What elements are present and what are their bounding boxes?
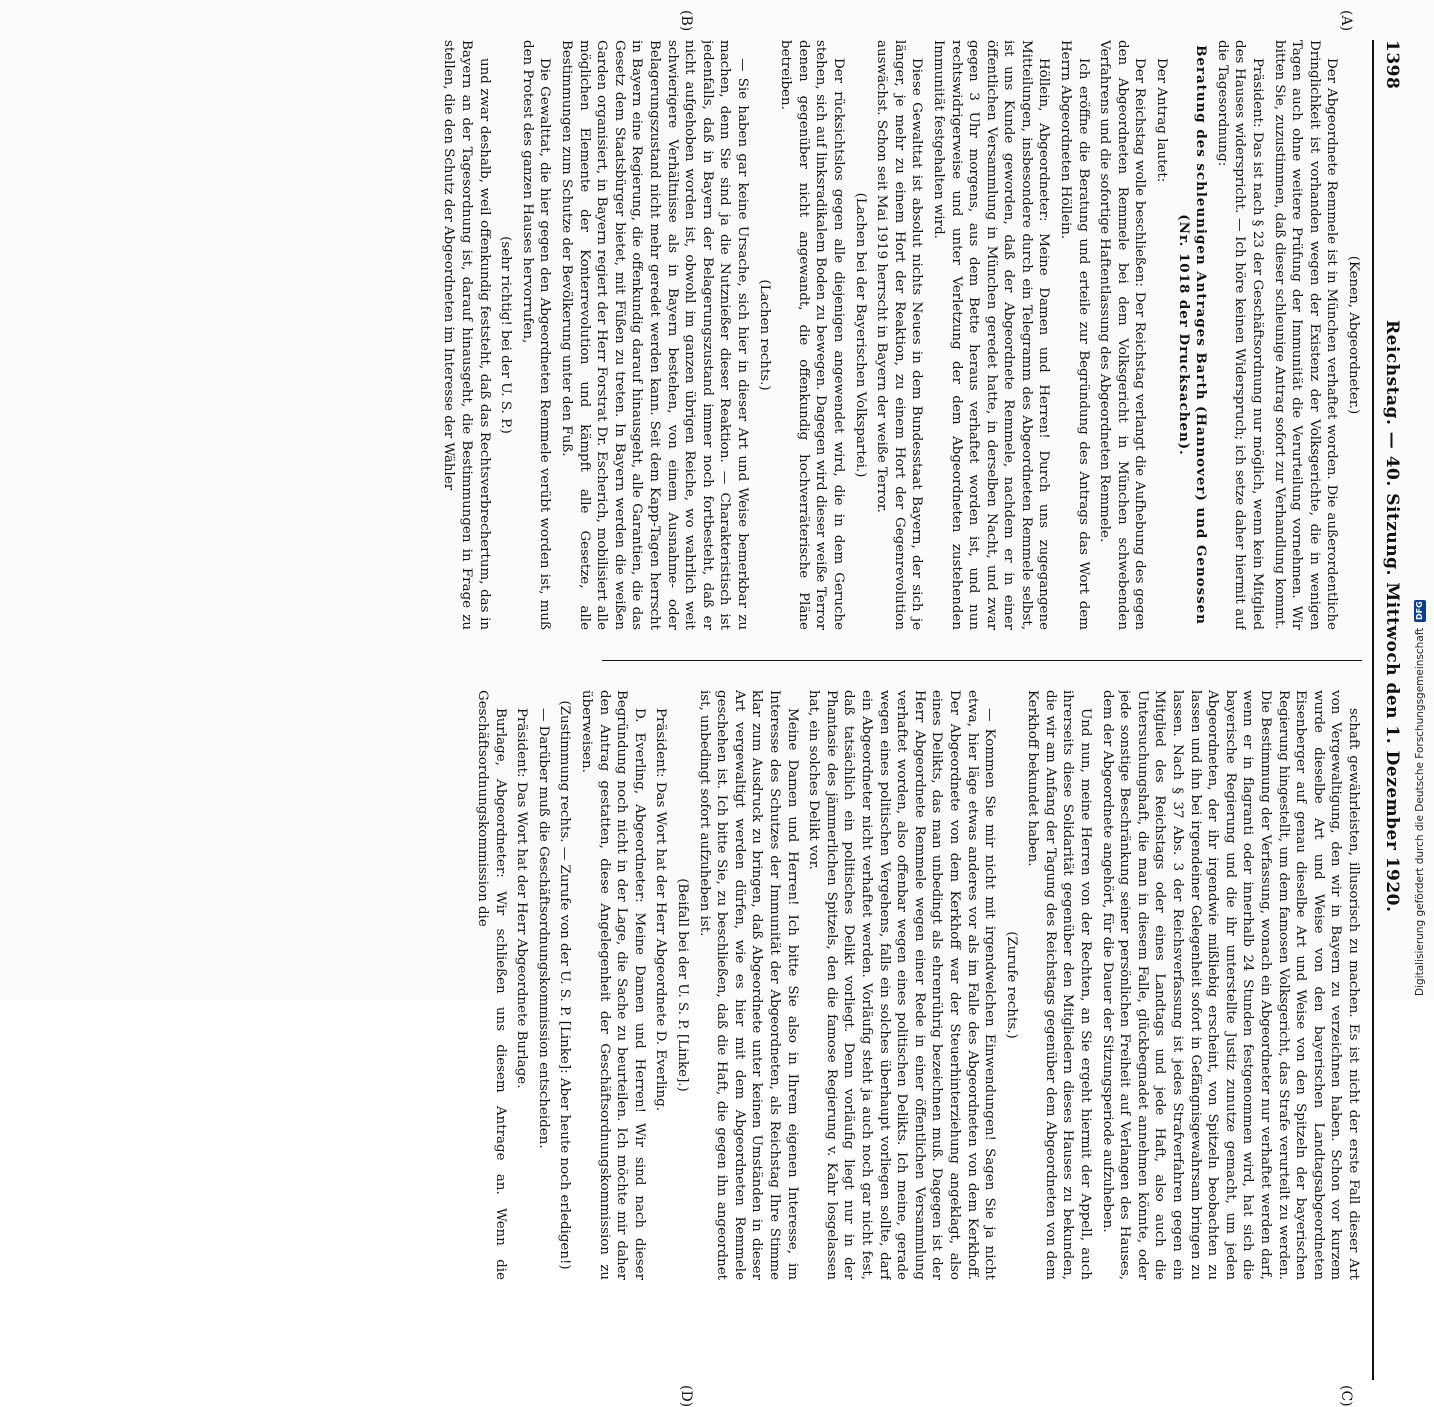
text-paragraph: (Kenen, Abgeordneter.) <box>1346 255 1361 415</box>
text-paragraph: Und nun, meine Herren von der Rechten, an Sie ergeht hiermit der Appell, auch ihrerseits diese Solidarität gegenüber den Mitgliedern dieses Hauses zu bekunden, die wir am Anfang der Tagung des Reichstags gegenüber dem Abgeordneten von dem Kerkhoff bekundet haben. <box>1025 690 1094 1280</box>
agenda-item: Beratung des schleunigen Antrages Barth (Hannover) und Genossen (Nr. 1018 der Drucksachen). <box>1175 45 1210 625</box>
text-paragraph: — Kommen Sie mir nicht mit irgendwelchen Einwendungen! Sagen Sie ja nicht etwa, hier läge etwas anderes vor als im Falle des Abgeordneten von dem Kerkhoff. Der Abgeordnete von dem Kerkhoff war der Steuerhinterziehung angeklagt, also eines Delikts, das man unbedingt als ehrenrührig bezeichnen muß. Dagegen ist der Herr Abgeordnete Remmele wegen einer Rede in einer öffentlichen Versammlung verhaftet worden, also offenbar wegen eines politischen Delikts. Ich meine, gerade wegen eines politischen Vergehens, falls ein solches überhaupt vorliegen sollte, darf ein Abgeordneter nicht verhaftet werden. Vorläufig steht ja auch noch gar nicht fest, daß tatsächlich ein politisches Delikt vorliegt. Denn vorläufig liegt nur in der Phantasie des jämmerlichen Spitzels, den die famose Regierung v. Kahr losgelassen hat, ein solches Delikt vor. <box>806 690 998 1280</box>
interjection: (sehr richtig! bei der U. S. P.) <box>498 236 514 434</box>
text-paragraph: Die Gewalttat, die hier gegen den Abgeordneten Remmele verübt worden ist, muß den Protest des ganzen Hauses hervorrufen, <box>519 40 553 630</box>
credit-text: Digitalisierung gefördert durch die Deutsche Forschungsgemeinschaft <box>1414 627 1426 996</box>
page-title: Reichstag. — 40. Sitzung. Mittwoch den 1. Dezember 1920. <box>1382 320 1402 913</box>
text-paragraph: Der rücksichtslos gegen alle diejenigen angewendet wird, die in dem Geruche stehen, sich auf linksradikalem Boden zu bewegen. Dagegen wird dieser weiße Terror denen gegenüber nicht angewandt, die offenkundig hochverräterische Pläne betreiben. <box>778 40 846 630</box>
text-paragraph: und zwar deshalb, weil offenkundig feststeht, daß das Rechtsverbrechertum, das in Bayern an der Tagesordnung ist, darauf hinausgeht, die Bestimmungen in Frage zu stellen, die den Schutz der Abgeordneten im Interesse der Wähler <box>441 40 492 630</box>
text-paragraph: Der Abgeordnete Remmele ist in München verhaftet worden. Die außerordentliche Dringlichkeit ist vorhanden wegen der Existenz der Volksgerichte, die in wenigen Tagen auch ohne weitere Prüfung der Immunität die Verurteilung vornehmen. Wir bitten Sie, zuzustimmen, daß dieser schleunige Antrag sofort zur Verhandlung kommt. <box>1271 40 1340 630</box>
text-paragraph: Meine Damen und Herren! Ich bitte Sie also in Ihrem eigenen Interesse, im Interesse des Schutzes der Immunität der Abgeordneten, als Reichstag Ihre Stimme klar zum Ausdruck zu bringen, daß Abgeordnete unter keinen Umständen in dieser Art vergewaltigt werden dürfen, wie es hier mit dem Abgeordneten Remmele geschehen ist. Ich bitte Sie, zu beschließen, daß die Haft, die gegen ihn angeordnet ist, unbedingt sofort aufzuheben ist. <box>696 690 800 1280</box>
interjection: (Lachen rechts.) <box>756 279 772 391</box>
interjection: (Zustimmung rechts. — Zurufe von der U. S. P. [Linke]: Aber heute noch erledigen!) <box>557 700 573 1270</box>
motion-text: Der Reichstag wolle beschließen: Der Reichstag verlangt die Aufhebung des gegen den Abgeordneten Remmele bei dem Volksgericht in München schwebenden Verfahrens und die sofortige Haftentlassung des Abgeordneten Remmele. <box>1097 40 1148 630</box>
margin-mark-c: (C) <box>1338 1385 1354 1407</box>
column-divider <box>602 660 1362 661</box>
text-paragraph: — Sie haben gar keine Ursache, sich hier in dieser Art und Weise bemerkbar zu machen, denn Sie sind ja die Nutznießer dieser Reaktion. — Charakteristisch ist jedenfalls, daß in Bayern der Belagerungszustand immer noch fortbesteht, daß er nicht aufgehoben worden ist, obwohl im ganzen übrigen Reiche, wo wahrlich weit schwierigere Verhältnisse als in Bayern bestehen, von einem Ausnahme- oder Belagerungszustand nicht mehr geredet werden kann. Seit dem Kapp-Tagen herrscht in Bayern eine Regierung, die offenkundig darauf hinausgeht, alle Garantien, die das Gesetz dem Staatsbürger bietet, mit Füßen zu treten. In Bayern werden die weißen Garden organisiert, in Bayern regiert der Herr Forstrat Dr. Escherich, mobilisiert alle möglichen Elemente der Konterrevolution und kämpft alle Gesetze, alle Bestimmungen zum Schutze der Bevölkerung unter den Fuß. <box>559 40 750 630</box>
right-column <box>72 690 1362 1280</box>
margin-mark-a: (A) <box>1338 10 1354 32</box>
text-paragraph: Ich eröffne die Beratung und erteile zur Begründung des Antrags das Wort dem Herrn Abgeordneten Höllein. <box>1058 40 1091 630</box>
text-paragraph: Burlage, Abgeordneter: Wir schließen uns diesem Antrage an. Wenn die Geschäftsordnungskommission die <box>475 690 508 1280</box>
text-paragraph: Präsident: Das Wort hat der Herr Abgeordnete D. Everling. <box>653 708 669 1112</box>
interjection: (Beifall bei der U. S. P. [Linke].) <box>675 878 691 1092</box>
digitization-credit <box>1414 600 1426 996</box>
text-paragraph: Höllein, Abgeordneter: Meine Damen und Herren! Durch uns zugegangene Mitteilungen, insbesondere durch ein Telegramm des Abgeordneten Remmele selbst, ist uns Kunde geworden, daß der Abgeordnete Remmele, nachdem er in einer öffentlichen Versammlung in München geredet hatte, in derselben Nacht, und zwar gegen 3 Uhr morgens, aus dem Bette heraus verhaftet worden ist, und nun rechtswidrigerweise und unter Verletzung der dem Abgeordneten zustehenden Immunität festgehalten wird. <box>930 40 1052 630</box>
page-number: 1398 <box>1382 40 1402 90</box>
interjection: (Zurufe rechts.) <box>1003 931 1019 1039</box>
margin-mark-d: (D) <box>678 1385 694 1407</box>
text-paragraph: Der Antrag lautet: <box>1154 58 1170 183</box>
text-paragraph: Diese Gewalttat ist absolut nichts Neues in dem Bundesstaat Bayern, der sich je länger, je mehr zu einem Hort der Reaktion, zu einem Hort der Gegenrevolution auswächst. Schon seit Mai 1919 herrscht in Bayern der weiße Terror. <box>874 40 925 630</box>
text-paragraph: — Darüber muß die Geschäftsordnungskommission entscheiden. <box>535 708 551 1149</box>
text-paragraph: Präsident: Das Wort hat der Herr Abgeordnete Burlage. <box>514 708 530 1089</box>
text-paragraph: D. Everling, Abgeordneter: Meine Damen und Herren! Wir sind nach dieser Begründung noch nicht in der Lage, die Sache zu beurteilen. Ich möchte mir daher den Antrag gestatten, diese Angelegenheit der Geschäftsordnungskommission zu überweisen. <box>579 690 647 1280</box>
margin-mark-b: (B) <box>678 10 694 32</box>
text-paragraph: schaft gewährleisten, illusorisch zu machen. Es ist nicht der erste Fall dieser Art von Vergewaltigung, den wir in Bayern zu verzeichnen haben. Schon vor kurzem wurde dieselbe Art und Weise von den bayerischen Landtagsabgeordneten Eisenberger auf genau dieselbe Art und Weise von den Spitzeln der bayerischen Regierung hingestellt, um dem famosen Volksgericht, das Strafe verurteilt zu werden. Die Bestimmung der Verfassung, wonach ein Abgeordneter nur verhaftet werden darf, wenn er in flagranti oder innerhalb 24 Stunden festgenommen wird, hat sich die bayerische Regierung und die ihr unterstellte Justiz zunutze gemacht, um jeden Abgeordneten, der ihr irgendwie mißliebig erscheint, von Spitzeln beobachten zu lassen und ihn bei irgendeiner Gelegenheit sofort in Gefängnisgewahrsam bringen zu lassen. Nach § 37 Abs. 3 der Reichsverfassung ist jedes Strafverfahren gegen ein Mitglied des Reichstags oder eines Landtags und jede Haft, also auch die Untersuchungshaft, die man in diesem Falle, glückbegnadet annehmen könnte, oder jede sonstige Beschränkung seiner persönlichen Freiheit auf Verlangen des Hauses, dem der Abgeordnete angehört, für die Dauer der Sitzungsperiode aufzuheben. <box>1099 690 1361 1280</box>
text-paragraph: Präsident: Das ist nach § 23 der Geschäftsordnung nur möglich, wenn kein Mitglied des Hauses widerspricht. — Ich höre keinen Widerspruch; ich setze daher hiermit auf die Tagesordnung: <box>1214 40 1266 630</box>
page-header <box>1372 40 1404 1380</box>
interjection: (Lachen bei der Bayerischen Volkspartei.) <box>852 192 868 478</box>
left-column <box>72 40 1362 630</box>
dfg-logo: DFG <box>1415 601 1424 620</box>
